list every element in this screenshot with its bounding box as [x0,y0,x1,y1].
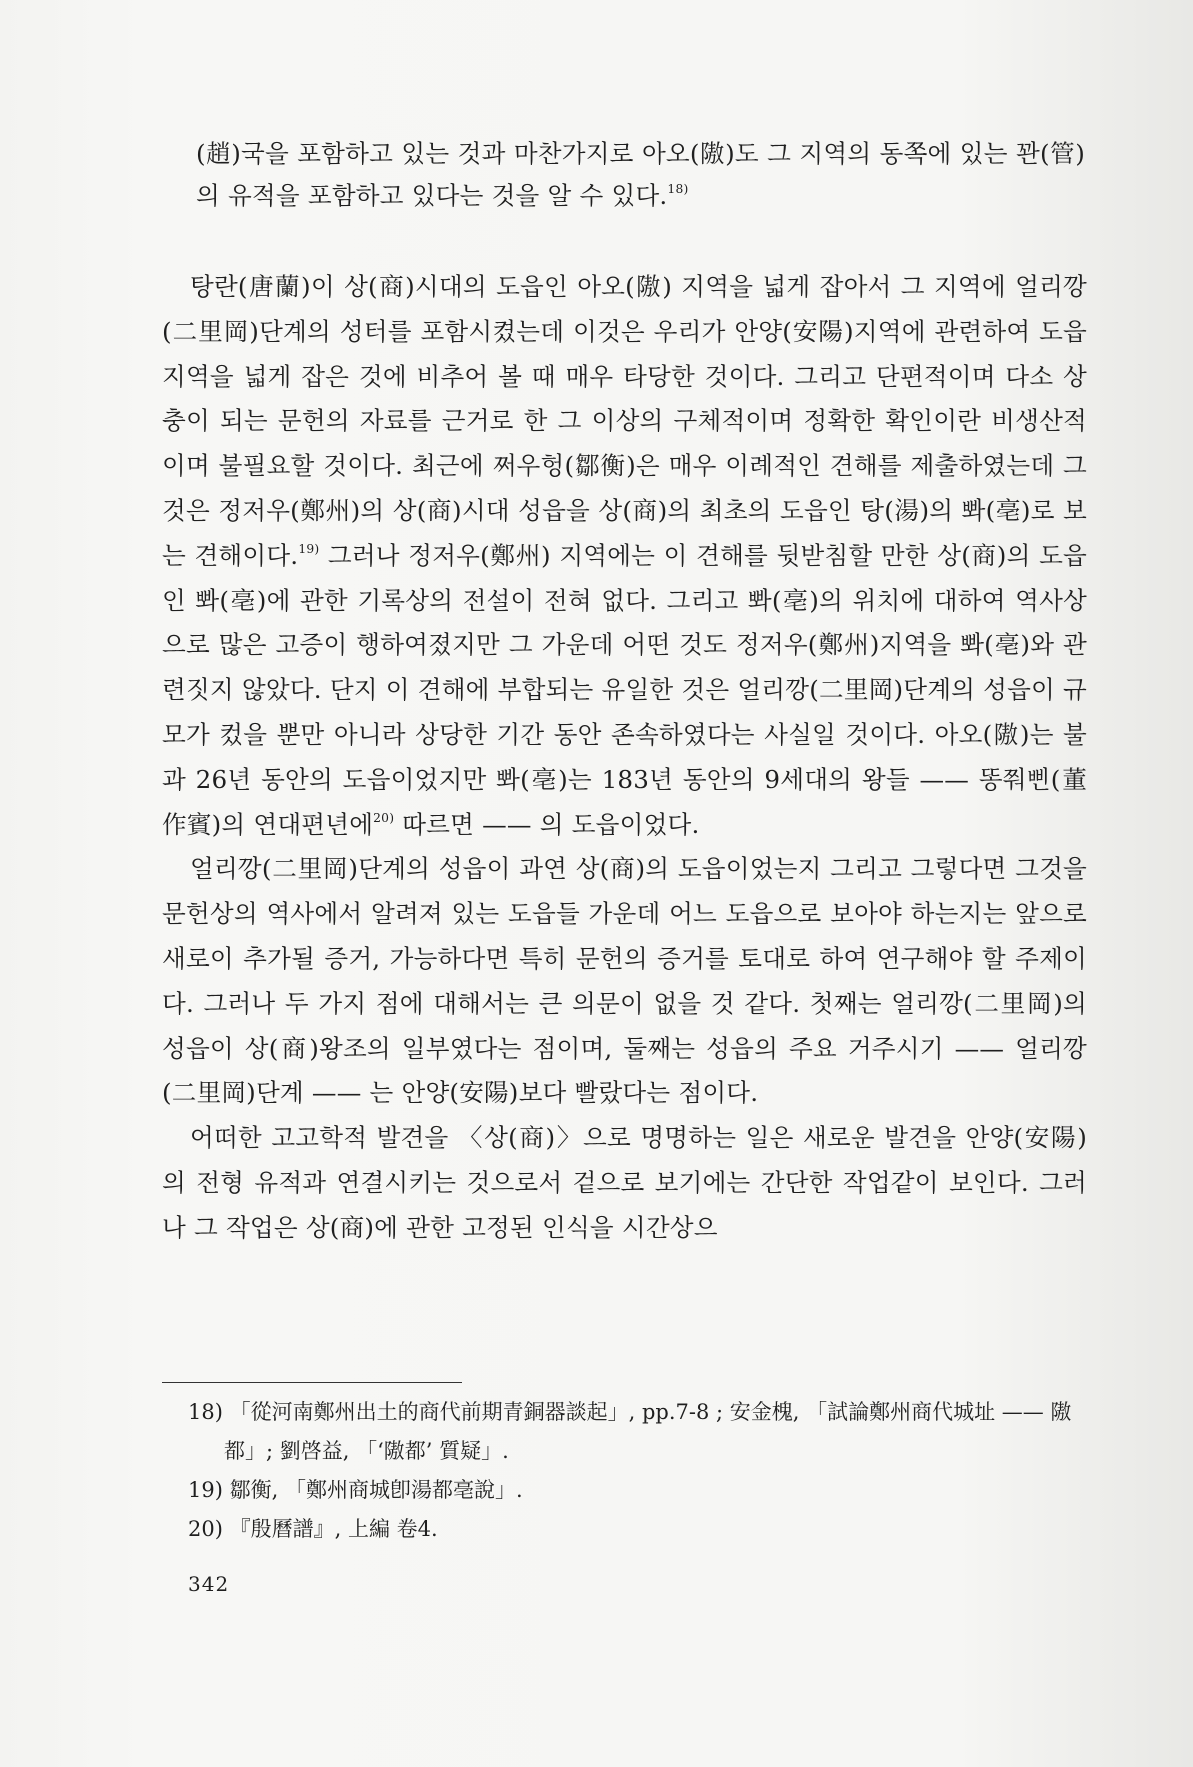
footnote-number: 18) [188,1400,223,1424]
paragraph-1 [162,265,1087,847]
footnote-text: 「從河南鄭州出土的商代前期青銅器談起」, pp.7-8 ; 安金槐, 「試論鄭州商代城址 —— 隞都」; 劉啓益, 「‘隞都’ 質疑」. [224,1400,1072,1463]
paragraph-1-part-1: 탕란(唐蘭)이 상(商)시대의 도읍인 아오(隞) 지역을 넓게 잡아서 그 지역에 얼리깡(二里岡)단계의 성터를 포함시켰는데 이것은 우리가 안양(安陽)지역에 관련하여 도읍지역을 넓게 잡은 것에 비추어 볼 때 매우 타당한 것이다. 그리고 단편적이며 다소 상충이 되는 문헌의 자료를 근거로 한 그 이상의 구체적이며 정확한 확인이란 비생산적이며 불필요할 것이다. 최근에 쩌우헝(鄒衡)은 매우 이례적인 견해를 제출하였는데 그것은 정저우(鄭州)의 상(商)시대 성읍을 상(商)의 최초의 도읍인 탕(湯)의 뽜(亳)로 보는 견해이다. [162,272,1087,570]
paragraph-1-part-2: 그러나 정저우(鄭州) 지역에는 이 견해를 뒷받침할 만한 상(商)의 도읍인 뽜(亳)에 관한 기록상의 전설이 전혀 없다. 그리고 뽜(亳)의 위치에 대하여 역사상으로 많은 고증이 행하여졌지만 그 가운데 어떤 것도 정저우(鄭州)지역을 뽜(亳)와 관련짓지 않았다. 단지 이 견해에 부합되는 유일한 것은 얼리깡(二里岡)단계의 성읍이 규모가 컸을 뿐만 아니라 상당한 기간 동안 존속하였다는 사실일 것이다. 아오(隞)는 불과 26년 동안의 도읍이었지만 뽜(亳)는 183년 동안의 9세대의 왕들 —— 똥쭤삔(董作賓)의 연대편년에 [162,540,1087,839]
footnote-18 [188,1393,1088,1471]
paragraph-2: 얼리깡(二里岡)단계의 성읍이 과연 상(商)의 도읍이었는지 그리고 그렇다면 그것을 문헌상의 역사에서 알려져 있는 도읍들 가운데 어느 도읍으로 보아야 하는지는 앞으로 새로이 추가될 증거, 가능하다면 특히 문헌의 증거를 토대로 하여 연구해야 할 주제이다. 그러나 두 가지 점에 대해서는 큰 의문이 없을 것 같다. 첫째는 얼리깡(二里岡)의 성읍이 상(商)왕조의 일부였다는 점이며, 둘째는 성읍의 주요 거주시기 —— 얼리깡(二里岡)단계 —— 는 안양(安陽)보다 빨랐다는 점이다. [162,854,1087,1108]
footnote-ref-20: 20) [373,810,395,825]
footnote-divider [162,1382,462,1383]
quote-text: (趙)국을 포함하고 있는 것과 마찬가지로 아오(隞)도 그 지역의 동쪽에 있는 꽌(管)의 유적을 포함하고 있다는 것을 알 수 있다. [196,139,1085,210]
page-number: 342 [188,1572,230,1596]
footnote-text: 『殷曆譜』, 上編 卷4. [229,1517,438,1541]
footnote-number: 19) [188,1478,223,1502]
footnote-19 [188,1471,1088,1510]
footnote-ref-18: 18) [667,181,689,196]
paragraph-3: 어떠한 고고학적 발견을 〈상(商)〉으로 명명하는 일은 새로운 발견을 안양(安陽)의 전형 유적과 연결시키는 것으로서 겉으로 보기에는 간단한 작업같이 보인다. 그러나 그 작업은 상(商)에 관한 고정된 인식을 시간상으 [162,1123,1087,1242]
paragraph-1-part-3: 따르면 —— 의 도읍이었다. [394,809,700,839]
footnote-20 [188,1510,1088,1549]
quote-block [196,133,1085,217]
footnotes [188,1393,1088,1549]
body-text [162,265,1087,1251]
footnote-text: 鄒衡, 「鄭州商城卽湯都亳說」. [229,1478,523,1502]
footnote-ref-19: 19) [298,541,320,556]
quote-paragraph [196,133,1085,217]
footnote-number: 20) [188,1517,223,1541]
